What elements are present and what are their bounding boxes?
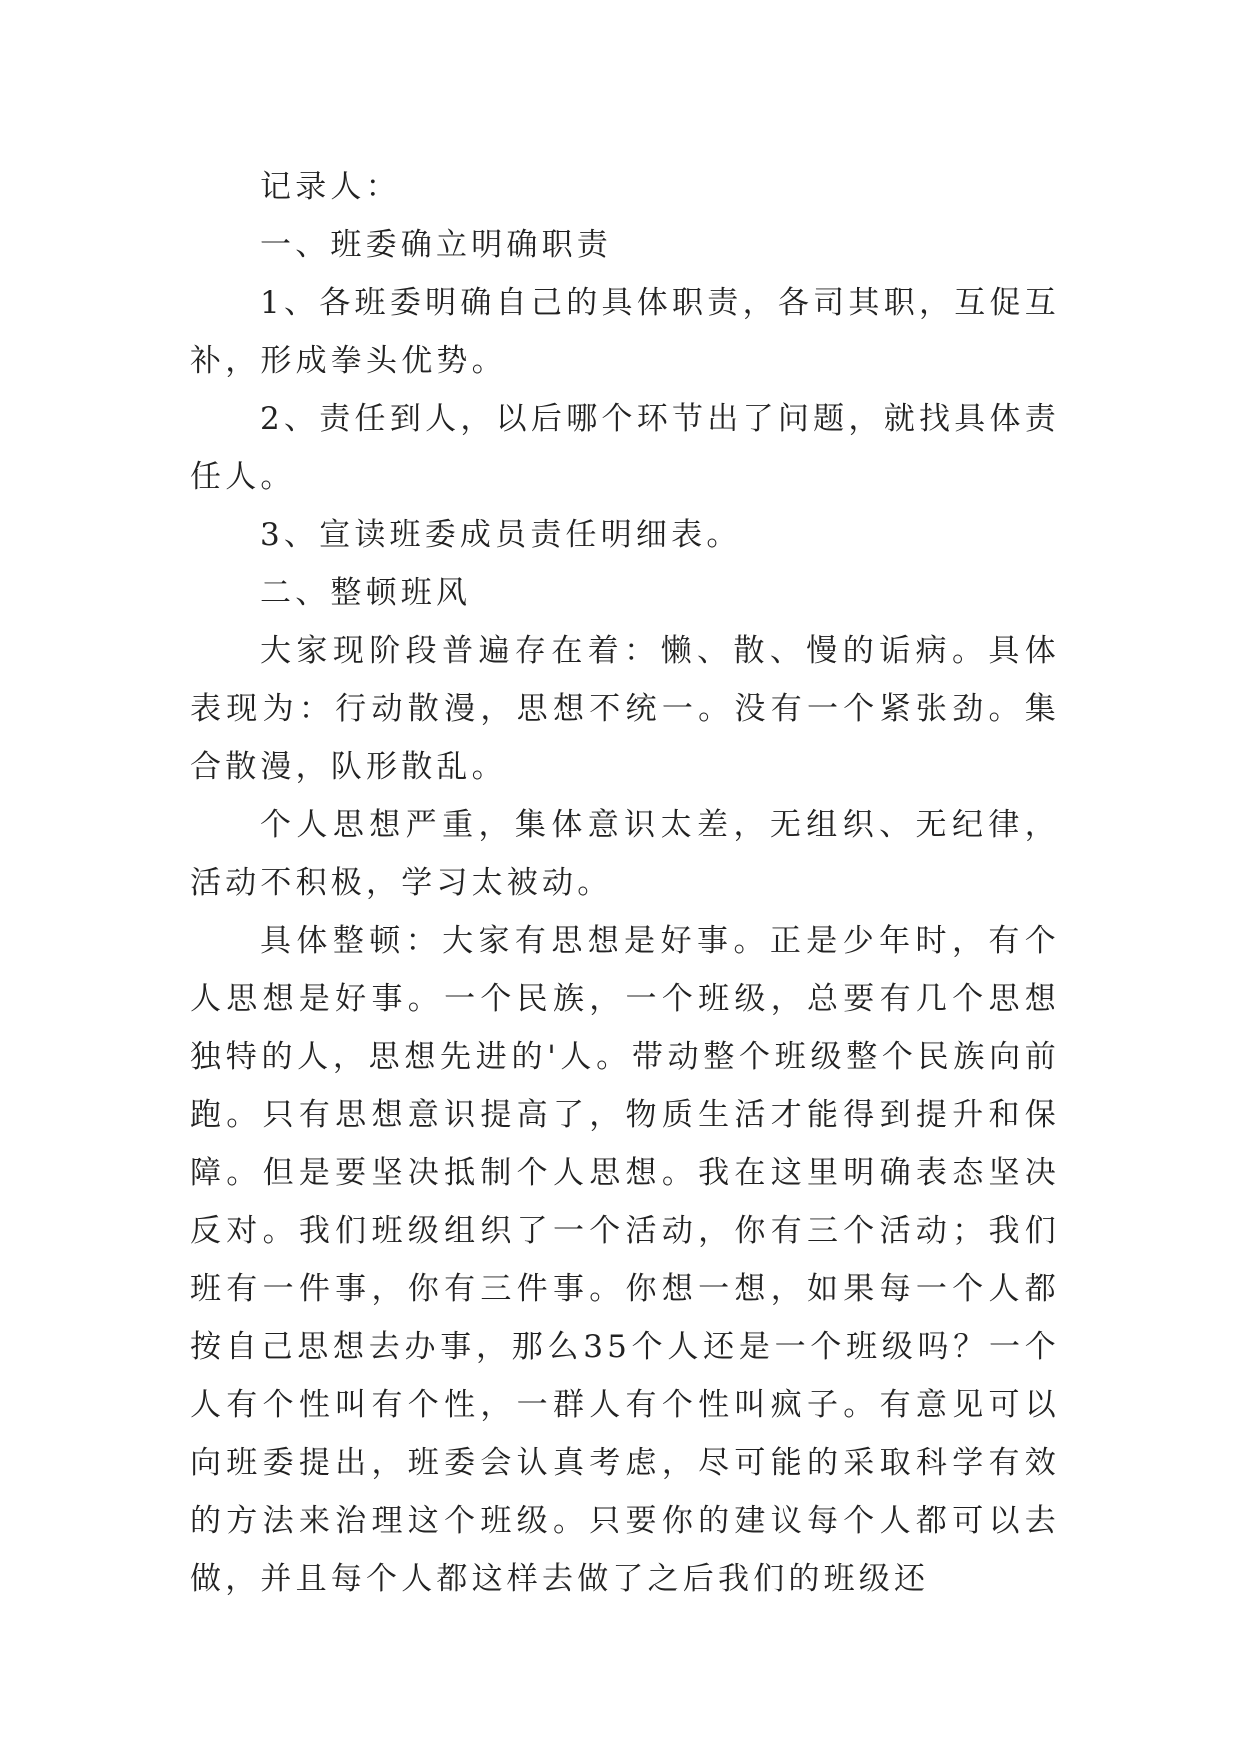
document-body (190, 158, 1060, 1608)
recorder-line: 记录人： (260, 169, 401, 205)
paragraph-rectification: 具体整顿：大家有思想是好事。正是少年时，有个人思想是好事。一个民族，一个班级，总要有几个思想独特的人，思想先进的'人。带动整个班级整个民族向前跑。只有思想意识提高了，物质生活才能得到提升和保障。但是要坚决抵制个人思想。我在这里明确表态坚决反对。我们班级组织了一个活动，你有三个活动；我们班有一件事，你有三件事。你想一想，如果每一个人都按自己思想去办事，那么35个人还是一个班级吗？一个人有个性叫有个性，一群人有个性叫疯子。有意见可以向班委提出，班委会认真考虑，尽可能的采取科学有效的方法来治理这个班级。只要你的建议每个人都可以去做，并且每个人都这样去做了之后我们的班级还 (190, 923, 1060, 1597)
paragraph-item-2: 2、责任到人，以后哪个环节出了问题，就找具体责任人。 (190, 401, 1060, 495)
section-heading-1: 一、班委确立明确职责 (260, 227, 612, 263)
paragraph-item-3: 3、宣读班委成员责任明细表。 (260, 517, 742, 553)
paragraph-problems: 大家现阶段普遍存在着：懒、散、慢的诟病。具体表现为：行动散漫，思想不统一。没有一个紧张劲。集合散漫，队形散乱。 (190, 633, 1060, 785)
paragraph-individualism: 个人思想严重，集体意识太差，无组织、无纪律，活动不积极，学习太被动。 (190, 807, 1060, 901)
paragraph-item-1: 1、各班委明确自己的具体职责，各司其职，互促互补，形成拳头优势。 (190, 285, 1060, 379)
section-heading-2: 二、整顿班风 (260, 575, 472, 611)
